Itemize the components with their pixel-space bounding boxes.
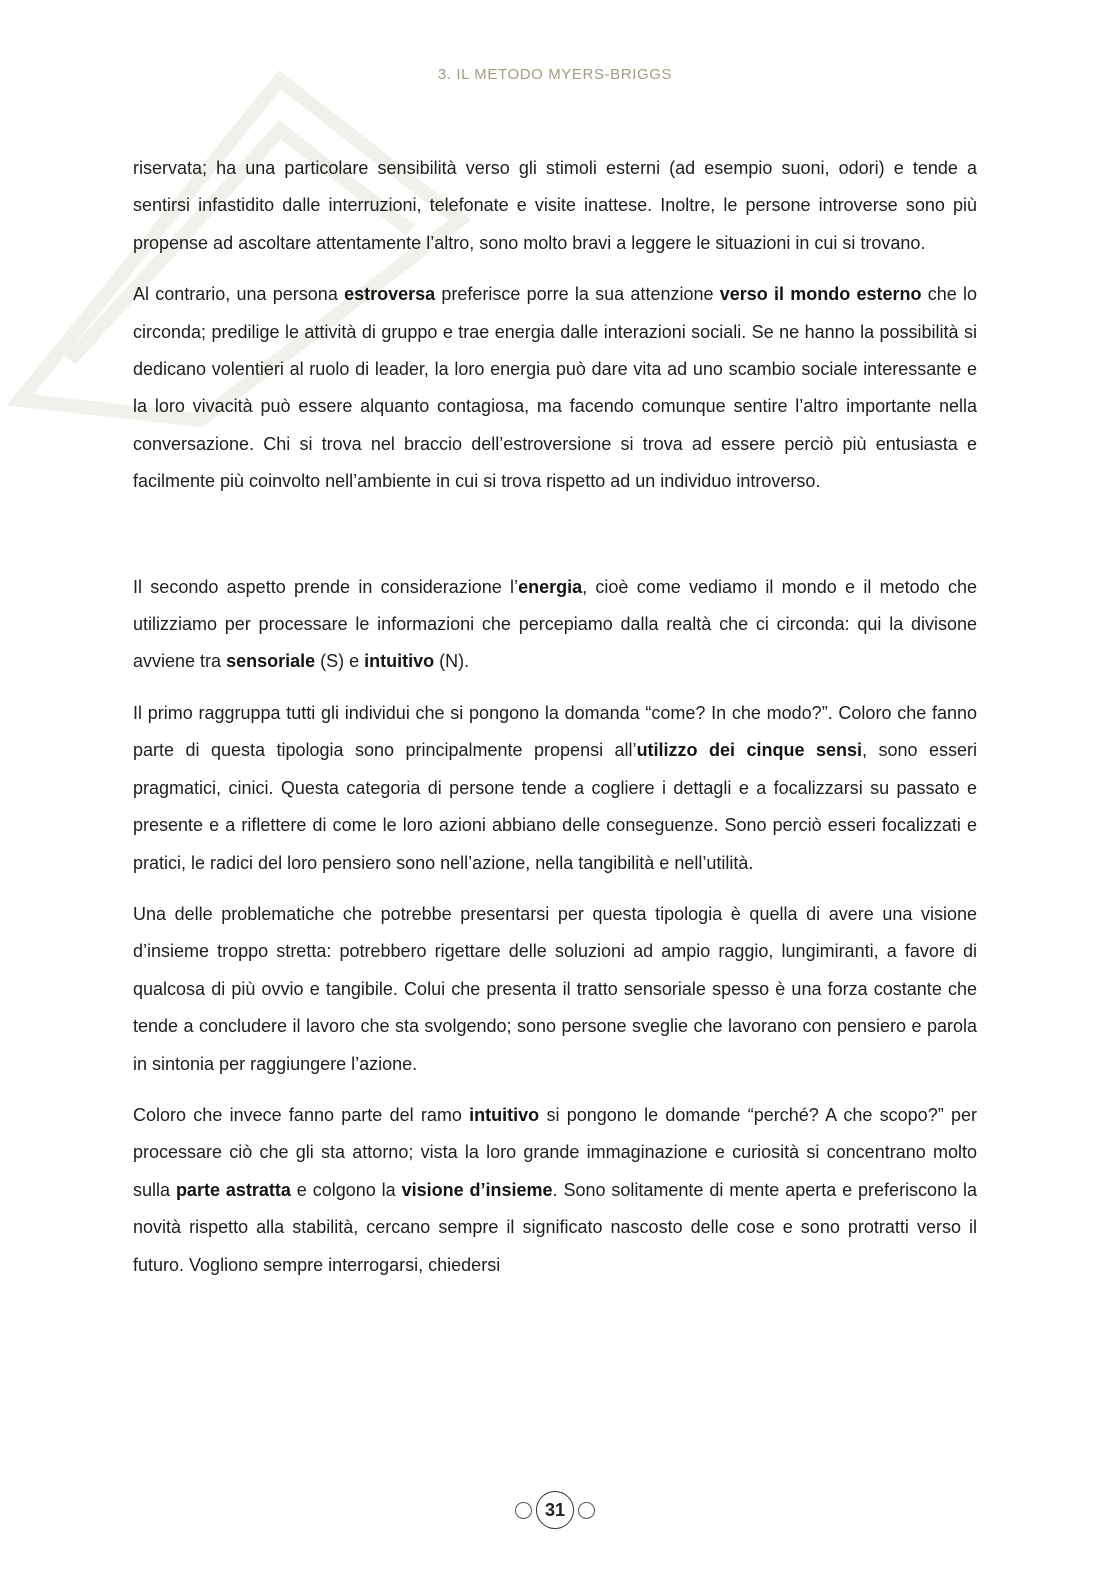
bold-term: intuitivo (364, 651, 435, 672)
bold-term: utilizzo dei cinque sensi (636, 740, 862, 761)
paragraph: Coloro che invece fanno parte del ramo intuitivo si pongono le domande “perché? A che scopo?” per processare ciò che gli sta attorno; vista la loro grande immaginazione e curiosità si concentrano molto sulla parte astratta e colgono la visione d’insieme. Sono solitamente di mente aperta e preferiscono la novità rispetto alla stabilità, cercano sempre il significato nascosto delle cose e sono protratti verso il futuro. Vogliono sempre interrogarsi, chiedersi (133, 1104, 978, 1275)
page-number: 31 (536, 1491, 574, 1529)
bold-term: parte astratta (175, 1179, 291, 1200)
bold-term: sensoriale (226, 651, 316, 672)
paragraph: Al contrario, una persona estroversa preferisce porre la sua attenzione verso il mondo esterno che lo circonda; predilige le attività di gruppo e trae energia dalle interazioni sociali. Se ne hanno la possibilità si dedicano volentieri al ruolo di leader, la loro energia può dare vita ad uno scambio sociale interessante e la loro vivacità può essere alquanto contagiosa, ma facendo comunque sentire l’altro importante nella conversazione. Chi si trova nel braccio dell’estroversione si trova ad essere perciò più entusiasta e facilmente più coinvolto nell’ambiente in cui si trova rispetto ad un individuo introverso. (133, 284, 978, 492)
bold-term: energia (518, 576, 583, 597)
bold-term: estroversa (344, 284, 436, 305)
running-header: 3. IL METODO MYERS-BRIGGS (437, 66, 673, 83)
circle-left-icon (515, 1502, 532, 1519)
circle-right-icon (578, 1502, 595, 1519)
bold-term: verso il mondo esterno (719, 284, 922, 305)
bold-term: intuitivo (469, 1104, 540, 1125)
paragraph: Il primo raggruppa tutti gli individui che si pongono la domanda “come? In che modo?”. Coloro che fanno parte di questa tipologia sono principalmente propensi all’utilizzo dei cinque sensi, sono esseri pragmatici, cinici. Questa categoria di persone tende a cogliere i dettagli e a focalizzarsi su passato e presente e a riflettere di come le loro azioni abbiano delle conseguenze. Sono perciò esseri focalizzati e pratici, le radici del loro pensiero sono nell’azione, nella tangibilità e nell’utilità. (133, 702, 977, 873)
paragraph: Una delle problematiche che potrebbe presentarsi per questa tipologia è quella di avere una visione d’insieme troppo stretta: potrebbero rigettare delle soluzioni ad ampio raggio, lungimiranti, a favore di qualcosa di più ovvio e tangibile. Colui che presenta il tratto sensoriale spesso è una forza costante che tende a concludere il lavoro che sta svolgendo; sono persone sveglie che lavorano con pensiero e parola in sintonia per raggiungere l’azione. (133, 903, 977, 1074)
paragraph: riservata; ha una particolare sensibilità verso gli stimoli esterni (ad esempio suoni, odori) e tende a sentirsi infastidito dalle interruzioni, telefonate e visite inattese. Inoltre, le persone introverse sono più propense ad ascoltare attentamente l’altro, sono molto bravi a leggere le situazioni in cui si trovano. (133, 158, 977, 253)
paragraph: Il secondo aspetto prende in considerazione l’energia, cioè come vediamo il mondo e il metodo che utilizziamo per processare le informazioni che percepiamo dalla realtà che ci circonda: qui la divisone avviene tra sensoriale (S) e intuitivo (N). (133, 576, 977, 672)
page-footer (0, 1491, 1110, 1529)
bold-term: visione d’insieme (401, 1179, 553, 1200)
body-text (133, 150, 977, 1298)
